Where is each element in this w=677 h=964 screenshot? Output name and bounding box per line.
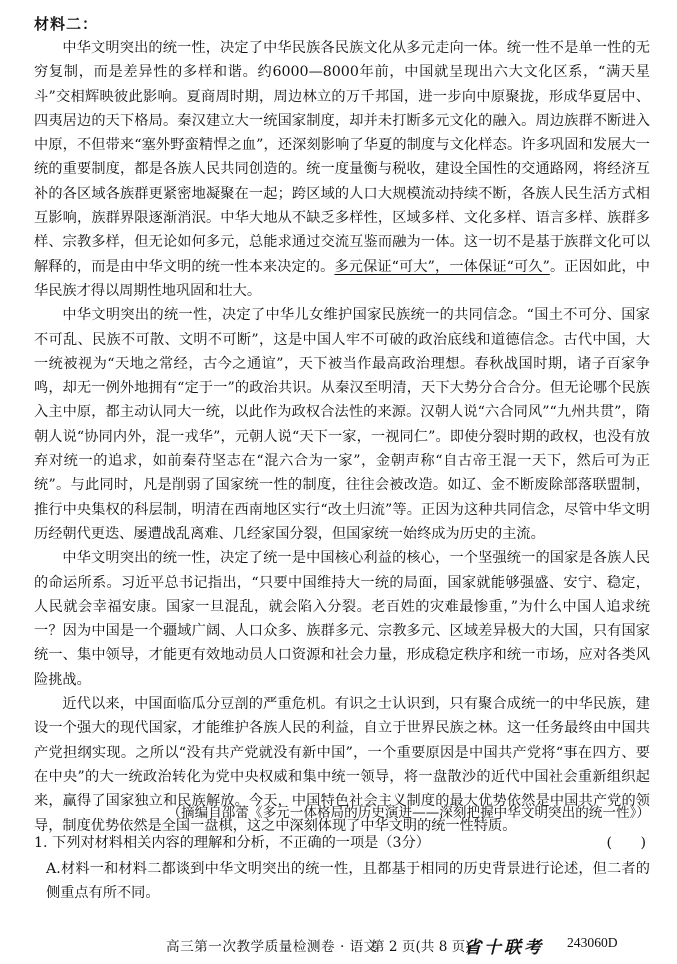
underlined-sentence: 多元保证“可大”，一体保证“可久” xyxy=(334,258,550,275)
exam-code: 243060D xyxy=(567,935,618,950)
paragraph-1-text: 中华文明突出的统一性，决定了中华民族各民族文化从多元走向一体。统一性不是单一性的无穷复制，而是差异性的多样和谐。约6000—8000年前，中国就呈现出六大文化区系，“满天星斗”交相辉映彼此影响。夏商周时期，周边林立的万千邦国，进一步向中原聚拢，形成华夏居中、四夷居边的天下格局。秦汉建立大一统国家制度，却并未打断多元文化的融入。周边族群不断进入中原，不但带来“塞外野蛮精悍之血”，还深刻影响了华夏的制度与文化样态。许多巩固和发展大一统的重要制度，都是各族人民共同创造的。统一度量衡与税收，建设全国性的交通路网，将经济互补的各区域各族群更紧密地凝聚在一起；跨区域的人口大规模流动持续不断，各族人民生活方式相互影响，族群界限逐渐消泯。中华大地从不缺乏多样性，区域多样、文化多样、语言多样、族群多样、宗教多样，但无论如何多元，总能求通过交流互鉴而融为一体。这一切不是基于族群文化可以解释的，而是由中华文明的统一性本来决定的。 xyxy=(34,40,650,275)
option-a-label: A. xyxy=(46,861,61,877)
option-a xyxy=(46,857,650,905)
paragraph-2: 中华文明突出的统一性，决定了中华儿女维护国家民族统一的共同信念。“国土不可分、国家不可乱、民族不可散、文明不可断”，这是中国人牢不可破的政治底线和道德信念。古代中国，大一统被视为“天地之常经，古今之通谊”，天下被当作最高政治理想。春秋战国时期，诸子百家争鸣，却无一例外地拥有“定于一”的政治共识。从秦汉至明清，天下大势分合合分。但无论哪个民族入主中原，都主动认同大一统，以此作为政权合法性的来源。汉朝人说“六合同风”“九州共贯”，隋朝人说“协同内外，混一戎华”，元朝人说“天下一家，一视同仁”。即使分裂时期的政权，也没有放弃对统一的追求，如前秦苻坚志在“混六合为一家”，金朝声称“自古帝王混一天下，然后可为正统”。与此同时，凡是削弱了国家统一性的制度，往往会被改造。如辽、金不断废除部落联盟制，推行中央集权的科层制，明清在西南地区实行“改土归流”等。正因为这种共同信念，尽管中华文明历经朝代更迭、屡遭战乱离难、几经家国分裂，但国家统一始终成为历史的主流。 xyxy=(34,307,650,542)
option-a-text: 材料一和材料二都谈到中华文明突出的统一性，且都基于相同的历史背景进行论述，但二者的侧重点有所不同。 xyxy=(46,861,650,901)
paragraph-1 xyxy=(34,36,650,303)
paragraph-1-tail: 。正因如此，中华民族才得以周期性地巩固和壮大。 xyxy=(34,258,650,299)
page-footer xyxy=(0,933,677,957)
exam-title: 高三第一次教学质量检测卷 · 语文 xyxy=(166,939,378,955)
page-number: 第 2 页(共 8 页) xyxy=(371,939,471,955)
question-1-text: 1. 下列对材料相关内容的理解和分析，不正确的一项是（3分） xyxy=(34,835,430,851)
question-1 xyxy=(34,831,650,855)
source-citation: （摘编自邵蕾《多元一体格局的历史演进——深刻把握中华文明突出的统一性》） xyxy=(167,805,650,821)
answer-blank: ( ) xyxy=(606,835,646,851)
paragraph-3: 中华文明突出的统一性，决定了统一是中国核心利益的核心，一个坚强统一的国家是各族人民的命运所系。习近平总书记指出，“只要中国维持大一统的局面，国家就能够强盛、安宁、稳定，人民就会幸福安康。国家一旦混乱，就会陷入分裂。老百姓的灾难最惨重，”为什么中国人追求统一？因为中国是一个疆域广阔、人口众多、族群多元、宗教多元、区域差异极大的大国，只有国家统一、集中领导，才能更有效地动员人口资源和社会力量，形成稳定秩序和统一市场，应对各类风险挑战。 xyxy=(34,550,650,688)
paragraph-4: 近代以来，中国面临瓜分豆剖的严重危机。有识之士认识到，只有聚合成统一的中华民族，建设一个强大的现代国家，才能维护各族人民的利益，自立于世界民族之林。这一任务最终由中国共产党担纲实现。之所以“没有共产党就没有新中国”，一个重要原因是中国共产党将“事在四方、要在中央”的大一统政治转化为党中央权威和集中统一领导，将一盘散沙的近代中国社会重新组织起来，赢得了国家独立和民族解放。今天，中国特色社会主义制度的最大优势依然是中国共产党的领导，制度优势依然是全国一盘棋，这之中深刻体现了中华文明的统一性特质。 xyxy=(34,696,650,834)
article-body xyxy=(34,36,650,838)
section-title: 材料二： xyxy=(34,15,99,33)
organizer-logo: 省十联考 xyxy=(464,938,544,958)
